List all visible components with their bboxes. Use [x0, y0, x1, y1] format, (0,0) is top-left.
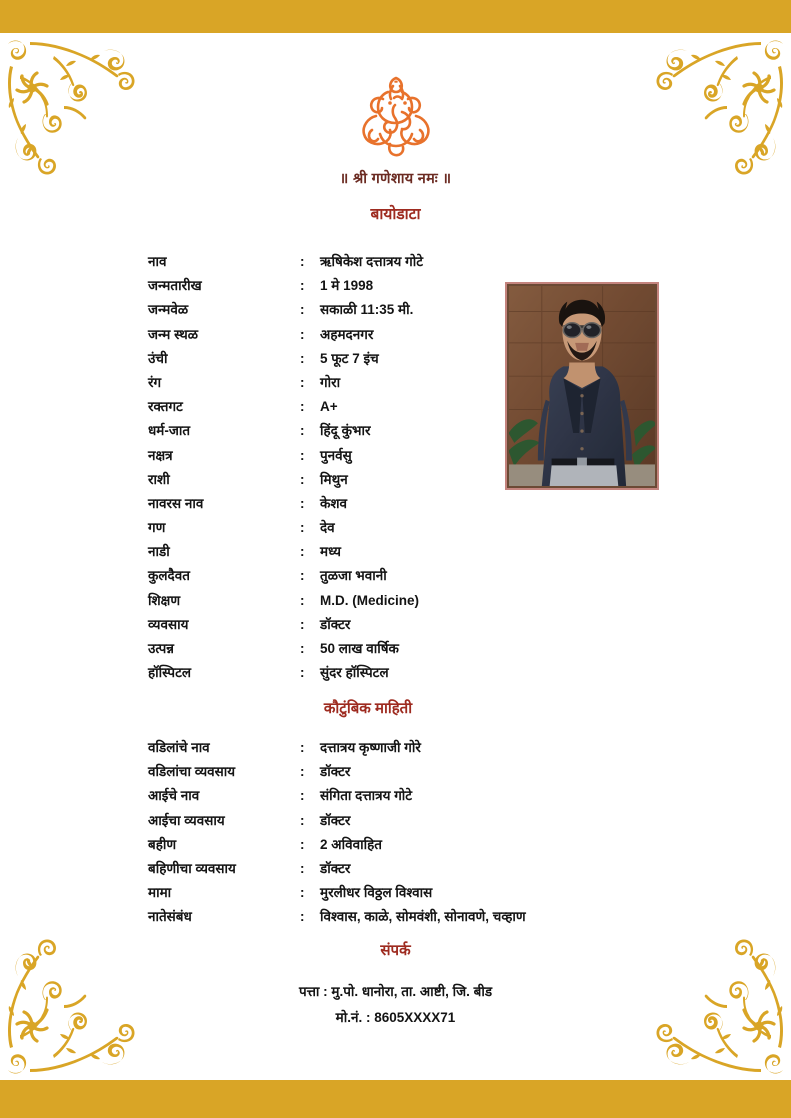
table-row: [148, 760, 648, 784]
row-value: मुरलीधर विठ्ठल विश्वास: [320, 885, 433, 901]
row-label: रंग: [148, 374, 162, 390]
table-row: [148, 419, 648, 443]
family-details-table: [148, 736, 648, 930]
table-row: [148, 250, 648, 274]
row-value: डॉक्टर: [320, 860, 351, 876]
table-row: [148, 589, 648, 613]
row-value: हिंदू कुंभार: [320, 423, 371, 439]
family-section-heading: कौटुंबिक माहिती: [323, 700, 413, 717]
row-value: मध्य: [320, 544, 341, 560]
row-label: कुलदैवत: [148, 568, 190, 584]
row-separator: :: [300, 885, 305, 901]
row-value: A+: [320, 399, 338, 415]
row-separator: :: [300, 302, 305, 318]
row-value: 2 अविवाहित: [320, 836, 382, 852]
row-value: ऋषिकेश दत्तात्रय गोटे: [320, 254, 424, 269]
contact-section-heading: संपर्क: [380, 942, 411, 959]
table-row: [148, 736, 648, 760]
row-separator: :: [300, 399, 305, 415]
row-value: 50 लाख वार्षिक: [320, 641, 399, 656]
row-separator: :: [300, 495, 305, 511]
row-label: बहिणीचा व्यवसाय: [148, 860, 236, 876]
contact-mobile: मो.नं. : 8605XXXX71: [335, 1010, 456, 1025]
table-row: [148, 540, 648, 564]
table-row: [148, 857, 648, 881]
row-value: डॉक्टर: [320, 764, 351, 780]
row-separator: :: [300, 326, 305, 342]
table-row: [148, 347, 648, 371]
row-label: बहीण: [148, 836, 177, 852]
row-value: सकाळी 11:35 मी.: [320, 302, 414, 318]
table-row: [148, 444, 648, 468]
table-row: [148, 298, 648, 322]
row-label: उत्पन्न: [148, 641, 175, 656]
row-label: जन्मवेळ: [148, 302, 189, 318]
row-separator: :: [300, 764, 305, 780]
row-separator: :: [300, 860, 305, 876]
row-separator: :: [300, 812, 305, 828]
row-separator: :: [300, 665, 305, 681]
row-label: राशी: [148, 471, 170, 487]
row-label: आईचा व्यवसाय: [148, 812, 225, 828]
row-separator: :: [300, 740, 305, 755]
table-row: [148, 905, 648, 929]
row-value: पुनर्वसु: [320, 447, 352, 463]
ganesh-mantra: ॥ श्री गणेशाय नमः ॥: [339, 171, 452, 187]
row-label: हॉस्पिटल: [148, 665, 192, 681]
row-separator: :: [300, 544, 305, 560]
table-row: [148, 564, 648, 588]
row-label: उंची: [148, 350, 168, 366]
row-value: संगिता दत्तात्रय गोटे: [320, 788, 413, 804]
row-label: वडिलांचे नाव: [148, 740, 210, 755]
row-separator: :: [300, 254, 305, 269]
row-separator: :: [300, 423, 305, 439]
row-value: 1 मे 1998: [320, 278, 374, 294]
row-separator: :: [300, 471, 305, 487]
row-separator: :: [300, 278, 305, 294]
row-value: M.D. (Medicine): [320, 592, 420, 608]
row-value: गोरा: [320, 374, 341, 390]
table-row: [148, 881, 648, 905]
personal-details-table: [148, 250, 648, 685]
row-label: नाडी: [148, 544, 170, 560]
row-separator: :: [300, 520, 305, 536]
top-gold-bar: [0, 0, 791, 33]
row-label: जन्मतारीख: [148, 278, 202, 294]
table-row: [148, 809, 648, 833]
table-row: [148, 468, 648, 492]
table-row: [148, 833, 648, 857]
row-value: दत्तात्रय कृष्णाजी गोरे: [320, 740, 421, 755]
row-separator: :: [300, 592, 305, 608]
row-label: धर्म-जात: [148, 423, 191, 439]
row-value: तुळजा भवानी: [320, 568, 387, 584]
row-label: नक्षत्र: [148, 447, 173, 463]
row-value: मिथुन: [320, 471, 348, 487]
table-row: [148, 516, 648, 540]
row-separator: :: [300, 616, 305, 632]
row-value: देव: [320, 520, 335, 536]
row-value: अहमदनगर: [320, 326, 374, 342]
row-separator: :: [300, 836, 305, 852]
row-label: रक्तगट: [148, 399, 183, 415]
row-separator: :: [300, 909, 305, 925]
row-label: वडिलांचा व्यवसाय: [148, 764, 236, 780]
row-value: सुंदर हॉस्पिटल: [320, 665, 389, 681]
row-label: गण: [148, 520, 166, 536]
row-label: शिक्षण: [148, 592, 181, 608]
row-label: मामा: [148, 885, 172, 901]
page-title: बायोडाटा: [370, 206, 421, 223]
row-label: नावरस नाव: [148, 495, 204, 511]
row-label: नातेसंबंध: [148, 909, 192, 925]
table-row: [148, 784, 648, 808]
row-value: डॉक्टर: [320, 616, 351, 632]
row-value: डॉक्टर: [320, 812, 351, 828]
table-row: [148, 395, 648, 419]
row-label: व्यवसाय: [148, 616, 189, 632]
ganesha-icon: [0, 72, 791, 160]
table-row: [148, 637, 648, 661]
row-label: जन्म स्थळ: [148, 326, 199, 342]
table-row: [148, 274, 648, 298]
row-separator: :: [300, 568, 305, 584]
row-label: आईचे नाव: [148, 788, 200, 804]
row-separator: :: [300, 447, 305, 463]
row-separator: :: [300, 350, 305, 366]
table-row: [148, 613, 648, 637]
row-label: नाव: [148, 254, 167, 269]
row-value: विश्वास, काळे, सोमवंशी, सोनावणे, चव्हाण: [320, 909, 526, 925]
row-separator: :: [300, 374, 305, 390]
table-row: [148, 492, 648, 516]
table-row: [148, 371, 648, 395]
row-separator: :: [300, 788, 305, 804]
table-row: [148, 323, 648, 347]
contact-address: पत्ता : मु.पो. धानोरा, ता. आष्टी, जि. बीड: [298, 984, 493, 999]
table-row: [148, 661, 648, 685]
row-value: 5 फूट 7 इंच: [320, 350, 379, 366]
row-value: केशव: [320, 495, 348, 511]
bottom-gold-bar: [0, 1080, 791, 1118]
row-separator: :: [300, 641, 305, 656]
